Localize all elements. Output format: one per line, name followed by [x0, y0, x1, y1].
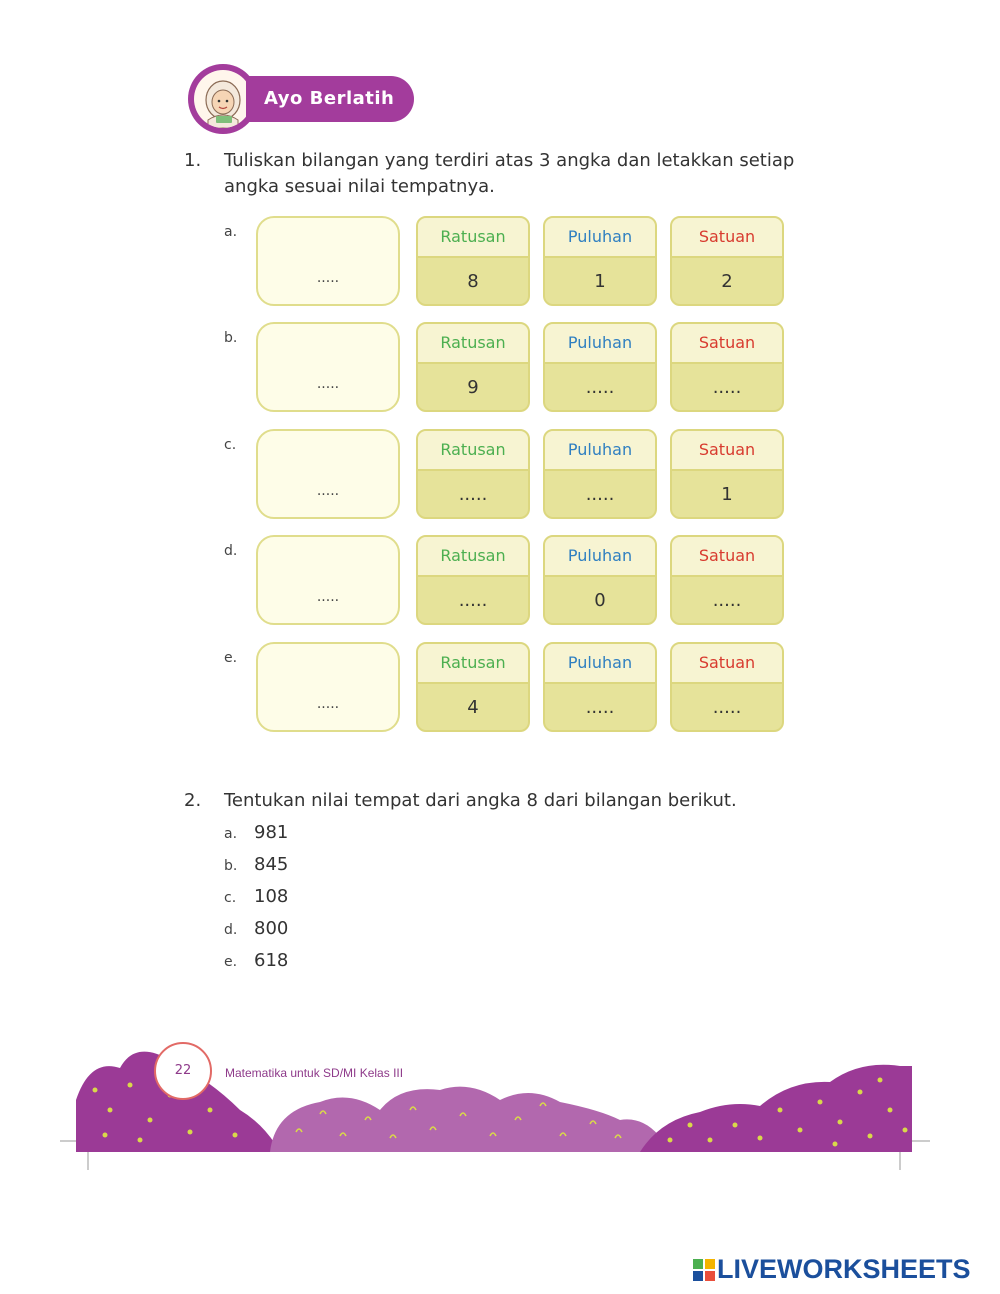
hundreds-value: 9	[467, 377, 479, 398]
item-value: 618	[254, 950, 289, 971]
tens-value: 1	[594, 271, 606, 292]
tens-value: 0	[594, 590, 606, 611]
tens-cell[interactable]	[543, 429, 657, 519]
ones-value[interactable]: .....	[712, 697, 742, 718]
exercise-row-c	[224, 429, 804, 521]
exercise-row-e	[224, 642, 804, 734]
row-label: a.	[224, 224, 238, 240]
item-label: c.	[224, 890, 237, 906]
tens-header: Puluhan	[545, 431, 655, 471]
list-item	[224, 884, 288, 911]
list-item	[224, 948, 288, 975]
exercise-row-b	[224, 322, 804, 414]
hundreds-value: 4	[467, 697, 479, 718]
exercise-row-d	[224, 535, 804, 627]
ones-cell[interactable]	[670, 322, 784, 412]
tens-header: Puluhan	[545, 218, 655, 258]
ones-cell[interactable]	[670, 642, 784, 732]
list-item	[224, 852, 288, 879]
row-label: c.	[224, 437, 237, 453]
hundreds-header: Ratusan	[418, 324, 528, 364]
hundreds-cell	[416, 322, 530, 412]
ones-header: Satuan	[672, 324, 782, 364]
ones-cell[interactable]	[670, 535, 784, 625]
liveworksheets-mark-icon	[693, 1259, 715, 1281]
item-value: 845	[254, 854, 289, 875]
hundreds-cell[interactable]	[416, 429, 530, 519]
ones-header: Satuan	[672, 218, 782, 258]
answer-box[interactable]	[256, 535, 400, 625]
answer-box[interactable]	[256, 322, 400, 412]
logo-text: LIVEWORKSHEETS	[717, 1254, 971, 1284]
hundreds-value[interactable]: .....	[458, 590, 488, 611]
page-number: 22	[154, 1042, 212, 1100]
question-text: Tentukan nilai tempat dari angka 8 dari bilangan berikut.	[224, 790, 737, 811]
question-text: Tuliskan bilangan yang terdiri atas 3 angka dan letakkan setiap angka sesuai nilai tempatnya.	[224, 150, 795, 197]
item-label: a.	[224, 826, 238, 842]
book-title: Matematika untuk SD/MI Kelas III	[225, 1066, 404, 1080]
hundreds-cell[interactable]	[416, 535, 530, 625]
tens-value[interactable]: .....	[585, 484, 615, 505]
hundreds-header: Ratusan	[418, 218, 528, 258]
answer-box[interactable]	[256, 216, 400, 306]
hundreds-cell	[416, 642, 530, 732]
list-item	[224, 820, 288, 847]
ones-header: Satuan	[672, 431, 782, 471]
answer-placeholder: .....	[316, 270, 340, 286]
ones-value[interactable]: .....	[712, 590, 742, 611]
ones-cell	[670, 216, 784, 306]
item-label: d.	[224, 922, 238, 938]
hundreds-value: 8	[467, 271, 479, 292]
tens-header: Puluhan	[545, 324, 655, 364]
tens-cell	[543, 216, 657, 306]
tens-value[interactable]: .....	[585, 697, 615, 718]
item-value: 981	[254, 822, 289, 843]
question-number: 1.	[184, 150, 202, 171]
row-label: e.	[224, 650, 238, 666]
item-value: 800	[254, 918, 289, 939]
row-label: d.	[224, 543, 238, 559]
hundreds-header: Ratusan	[418, 431, 528, 471]
answer-placeholder: .....	[316, 376, 340, 392]
answer-box[interactable]	[256, 429, 400, 519]
item-label: b.	[224, 858, 238, 874]
girl-avatar-icon	[194, 70, 252, 128]
item-label: e.	[224, 954, 238, 970]
answer-placeholder: .....	[316, 696, 340, 712]
footer-bushes-decoration	[0, 1040, 1000, 1180]
tens-value[interactable]: .....	[585, 377, 615, 398]
section-title: Ayo Berlatih	[246, 76, 414, 122]
item-value: 108	[254, 886, 289, 907]
row-label: b.	[224, 330, 238, 346]
hundreds-value[interactable]: .....	[458, 484, 488, 505]
hundreds-header: Ratusan	[418, 537, 528, 577]
tens-header: Puluhan	[545, 644, 655, 684]
ones-cell	[670, 429, 784, 519]
ones-value: 2	[721, 271, 733, 292]
answer-placeholder: .....	[316, 589, 340, 605]
ones-header: Satuan	[672, 644, 782, 684]
hundreds-cell	[416, 216, 530, 306]
exercise-row-a	[224, 216, 804, 308]
tens-cell[interactable]	[543, 322, 657, 412]
tens-cell[interactable]	[543, 642, 657, 732]
answer-box[interactable]	[256, 642, 400, 732]
hundreds-header: Ratusan	[418, 644, 528, 684]
tens-header: Puluhan	[545, 537, 655, 577]
list-item	[224, 916, 288, 943]
ones-value: 1	[721, 484, 733, 505]
ones-header: Satuan	[672, 537, 782, 577]
tens-cell	[543, 535, 657, 625]
answer-placeholder: .....	[316, 483, 340, 499]
question-number: 2.	[184, 790, 202, 811]
ones-value[interactable]: .....	[712, 377, 742, 398]
